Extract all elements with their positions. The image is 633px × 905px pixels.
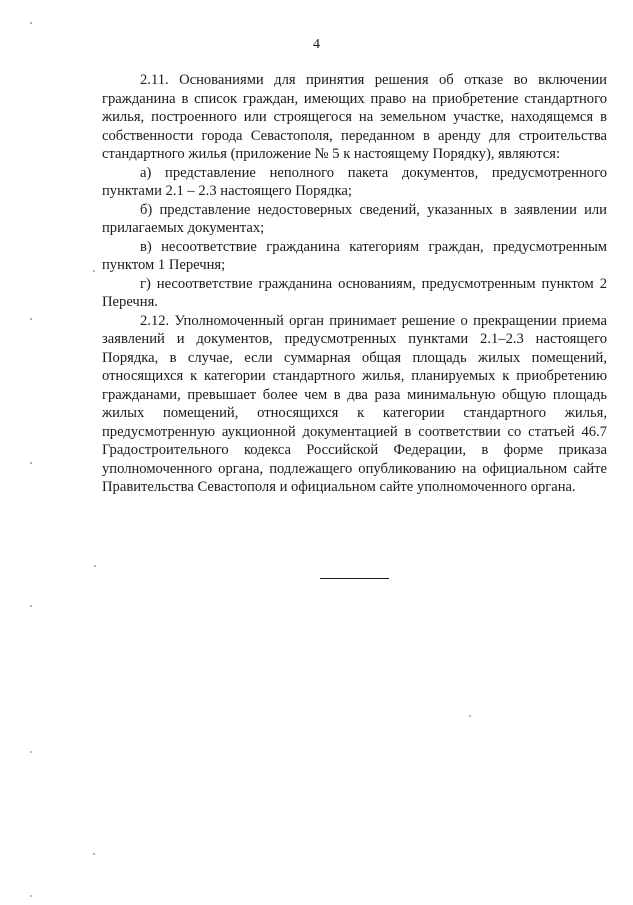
paragraph-2-12: 2.12. Уполномоченный орган принимает решение о прекращении приема заявлений и документов, предусмотренных пунктами 2.1–2.3 настоящего Порядка, в случае, если суммарная общая площадь жилых помещений, относящихся к категории стандартного жилья, планируемых к приобретению гражданами, превышает более чем в два раза минимальную общую площадь жилых помещений, относящихся к категории стандартного жилья, предусмотренную аукционной документацией в соответствии со статьей 46.7 Градостроительного кодекса Российской Федерации, в форме приказа уполномоченного органа, подлежащего опубликованию на официальном сайте Правительства Севастополя и официальном сайте уполномоченного органа.: [102, 312, 607, 495]
scan-speck: [30, 605, 32, 607]
scan-speck: [93, 853, 95, 855]
page-number: 4: [313, 37, 320, 52]
scan-speck: [30, 318, 32, 320]
document-body: [102, 71, 607, 497]
scan-speck: [30, 462, 32, 464]
scan-speck: [30, 895, 32, 897]
scan-speck: [93, 270, 95, 272]
scan-speck: [30, 22, 32, 24]
paragraph-2-11: 2.11. Основаниями для принятия решения об отказе во включении гражданина в список граждан, имеющих право на приобретение стандартного жилья, построенного или строящегося на земельном участке, находящемся в собственности города Севастополя, переданном в аренду для строительства стандартного жилья (приложение № 5 к настоящему Порядку), являются:: [102, 72, 607, 162]
scan-speck: [94, 565, 96, 567]
paragraph-2-11-v: в) несоответствие гражданина категориям граждан, предусмотренным пунктом 1 Перечня;: [102, 238, 607, 273]
paragraph-2-11-g: г) несоответствие гражданина основаниям, предусмотренным пунктом 2 Перечня.: [102, 275, 607, 310]
scan-speck: [30, 751, 32, 753]
paragraph-2-11-b: б) представление недостоверных сведений, указанных в заявлении или прилагаемых документах;: [102, 201, 607, 236]
scan-speck: [469, 715, 471, 717]
end-separator-line: [320, 578, 389, 579]
paragraph-2-11-a: а) представление неполного пакета документов, предусмотренного пунктами 2.1 – 2.3 настоящего Порядка;: [102, 164, 607, 199]
